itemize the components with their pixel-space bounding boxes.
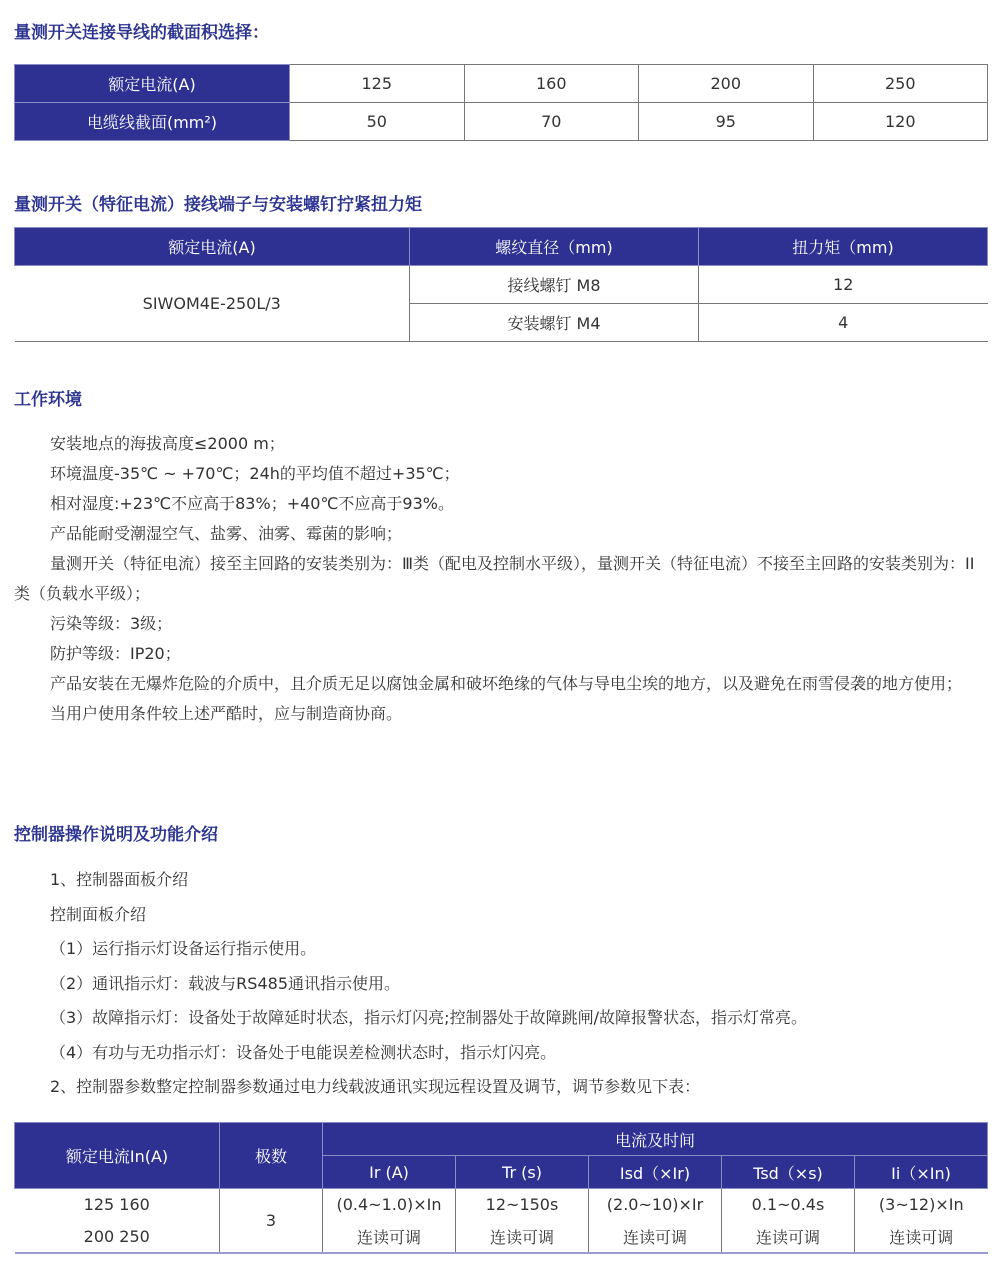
line: 2、控制器参数整定控制器参数通过电力线载波通讯实现远程设置及调节，调节参数见下表： [50,1077,701,1096]
paragraph: 安装地点的海拔高度≤2000 m； [50,434,285,453]
paragraph: 当用户使用条件较上述严酷时，应与制造商协商。 [50,704,403,723]
paragraph: 防护等级：IP20； [50,644,181,663]
cell: 125 [290,65,465,103]
controller-text [14,863,807,1105]
cell: (2.0~10)×Ir [589,1189,722,1221]
cell: 125 160 [15,1189,220,1221]
header-cell: 额定电流In(A) [15,1123,220,1189]
cell: 12 [699,266,988,304]
paragraph: 污染等级：3级； [50,614,173,633]
cell: 50 [290,103,465,141]
controller-param-table [14,1122,988,1254]
cell: 0.1~0.4s [722,1189,855,1221]
header-cell: Tr (s) [456,1156,589,1189]
cell: 120 [813,103,988,141]
torque-table [14,227,988,342]
cell: 连读可调 [456,1221,589,1253]
line: 控制面板介绍 [50,904,147,924]
row-header: 电缆线截面(mm²) [15,103,290,141]
paragraph: 产品能耐受潮湿空气、盐雾、油雾、霉菌的影响； [50,524,403,543]
conductor-table [14,64,988,141]
cell: 200 [639,65,814,103]
cell: 接线螺钉 M8 [410,266,699,304]
header-cell: Ii（×In) [855,1156,988,1189]
header-cell: 极数 [220,1123,323,1189]
cell: 连读可调 [323,1221,456,1253]
paragraph: 产品安装在无爆炸危险的介质中，且介质无足以腐蚀金属和破坏绝缘的气体与导电尘埃的地方，以及避免在雨雪侵袭的地方使用； [50,674,963,693]
cell: 连读可调 [855,1221,988,1253]
table-header-row [15,228,988,266]
header-cell: 扭力矩（mm) [699,228,988,266]
cell: (0.4~1.0)×In [323,1189,456,1221]
header-cell: 额定电流(A) [15,228,410,266]
model-cell: SIWOM4E-250L/3 [15,266,410,342]
section-title-torque: 量测开关（特征电流）接线端子与安装螺钉拧紧扭力矩 [14,195,422,215]
cell: 160 [464,65,639,103]
row-header: 额定电流(A) [15,65,290,103]
header-cell: Tsd（×s) [722,1156,855,1189]
table-row [15,1189,988,1221]
cell: 安装螺钉 M4 [410,304,699,342]
line: （2）通讯指示灯：载波与RS485通讯指示使用。 [50,973,400,993]
table-row [15,1221,988,1253]
cell: 连读可调 [589,1221,722,1253]
header-cell: 电流及时间 [323,1123,988,1156]
cell: 12~150s [456,1189,589,1221]
environment-text [14,429,988,729]
section-title-conductor: 量测开关连接导线的截面积选择： [14,23,269,43]
table-header-row [15,1123,988,1156]
table-row [15,266,988,304]
table-row [15,65,988,103]
cell: 连读可调 [722,1221,855,1253]
paragraph: 环境温度-35℃ ~ +70℃；24h的平均值不超过+35℃； [50,464,460,483]
table-row [15,103,988,141]
line: （4）有功与无功指示灯：设备处于电能误差检测状态时，指示灯闪亮。 [50,1042,557,1062]
header-cell: Ir (A) [323,1156,456,1189]
line: 1、控制器面板介绍 [50,870,189,889]
cell: 250 [813,65,988,103]
cell: 4 [699,304,988,342]
section-title-environment: 工作环境 [14,390,82,410]
section-title-controller: 控制器操作说明及功能介绍 [14,825,218,845]
cell: 3 [220,1189,323,1253]
header-cell: 螺纹直径（mm) [410,228,699,266]
paragraph: 量测开关（特征电流）接至主回路的安装类别为：Ⅲ类（配电及控制水平级），量测开关（特征电流）不接至主回路的安装类别为：II类（负载水平级）； [14,554,975,603]
cell: 95 [639,103,814,141]
cell: 200 250 [15,1221,220,1253]
cell: (3~12)×In [855,1189,988,1221]
line: （1）运行指示灯设备运行指示使用。 [50,939,317,958]
paragraph: 相对湿度:+23℃不应高于83%；+40℃不应高于93%。 [50,494,454,513]
line: （3）故障指示灯：设备处于故障延时状态，指示灯闪亮;控制器处于故障跳闸/故障报警状态，指示灯常亮。 [50,1008,807,1027]
header-cell: Isd（×Ir) [589,1156,722,1189]
cell: 70 [464,103,639,141]
